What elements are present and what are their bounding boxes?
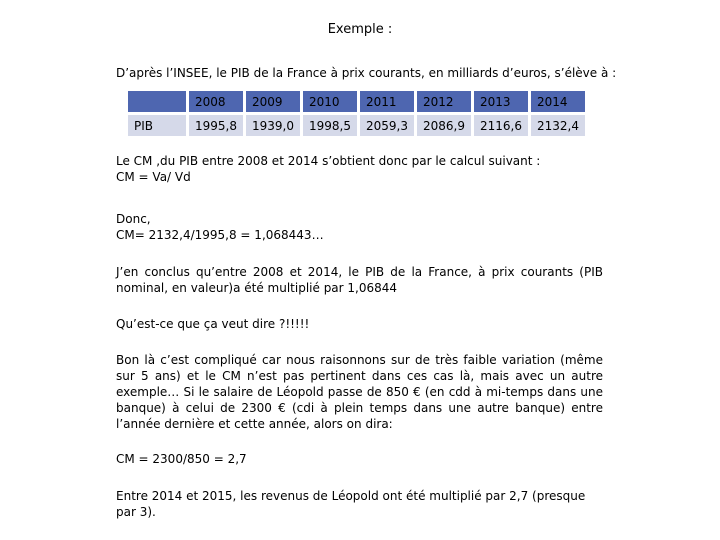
- intro-text: D’après l’INSEE, le PIB de la France à prix courants, en milliards d’euros, s’élève à :: [116, 66, 617, 80]
- final-sentence: Entre 2014 et 2015, les revenus de Léopold ont été multiplié par 2,7 (presque par 3).: [116, 489, 586, 519]
- explanation-paragraph: Bon là c’est compliqué car nous raisonnons sur de très faible variation (même sur 5 ans) et le CM n’est pas pertinent dans ces cas là, mais avec un autre exemple… Si le salaire de Léopold passe de 850 € (en cdd à mi-temps dans une banque) à celui de 2300 € (cdi à plein temps dans une autre banque) entre l’année dernière et cette année, alors on dira:: [116, 353, 603, 431]
- table-row: [128, 115, 585, 136]
- cm-formula: CM = Va/ Vd: [116, 170, 191, 184]
- cm-calculation: CM= 2132,4/1995,8 = 1,068443…: [116, 228, 324, 242]
- question-line: Qu’est-ce que ça veut dire ?!!!!!: [116, 317, 310, 331]
- value-cell: 1998,5: [303, 115, 357, 136]
- slide-title: Exemple :: [327, 22, 393, 37]
- value-cell: 1939,0: [246, 115, 300, 136]
- donc-block: [116, 211, 603, 243]
- year-cell: 2010: [303, 91, 357, 112]
- value-cell: 2059,3: [360, 115, 414, 136]
- year-cell: 2008: [189, 91, 243, 112]
- cm-sentence: Le CM ,du PIB entre 2008 et 2014 s’obtient donc par le calcul suivant :: [116, 154, 541, 168]
- year-cell: 2011: [360, 91, 414, 112]
- header-blank-cell: [128, 91, 186, 112]
- year-cell: 2012: [417, 91, 471, 112]
- value-cell: 1995,8: [189, 115, 243, 136]
- donc-word: Donc,: [116, 212, 151, 226]
- pib-table: [125, 88, 588, 139]
- year-cell: 2009: [246, 91, 300, 112]
- value-cell: 2132,4: [531, 115, 585, 136]
- value-cell: 2116,6: [474, 115, 528, 136]
- salary-calculation: CM = 2300/850 = 2,7: [116, 452, 247, 466]
- value-cell: 2086,9: [417, 115, 471, 136]
- year-cell: 2013: [474, 91, 528, 112]
- table-header-row: [128, 91, 585, 112]
- year-cell: 2014: [531, 91, 585, 112]
- cm-definition: [116, 153, 603, 185]
- row-label-cell: PIB: [128, 115, 186, 136]
- conclusion-paragraph: J’en conclus qu’entre 2008 et 2014, le PIB de la France, à prix courants (PIB nominal, en valeur)a été multiplié par 1,06844: [116, 265, 603, 295]
